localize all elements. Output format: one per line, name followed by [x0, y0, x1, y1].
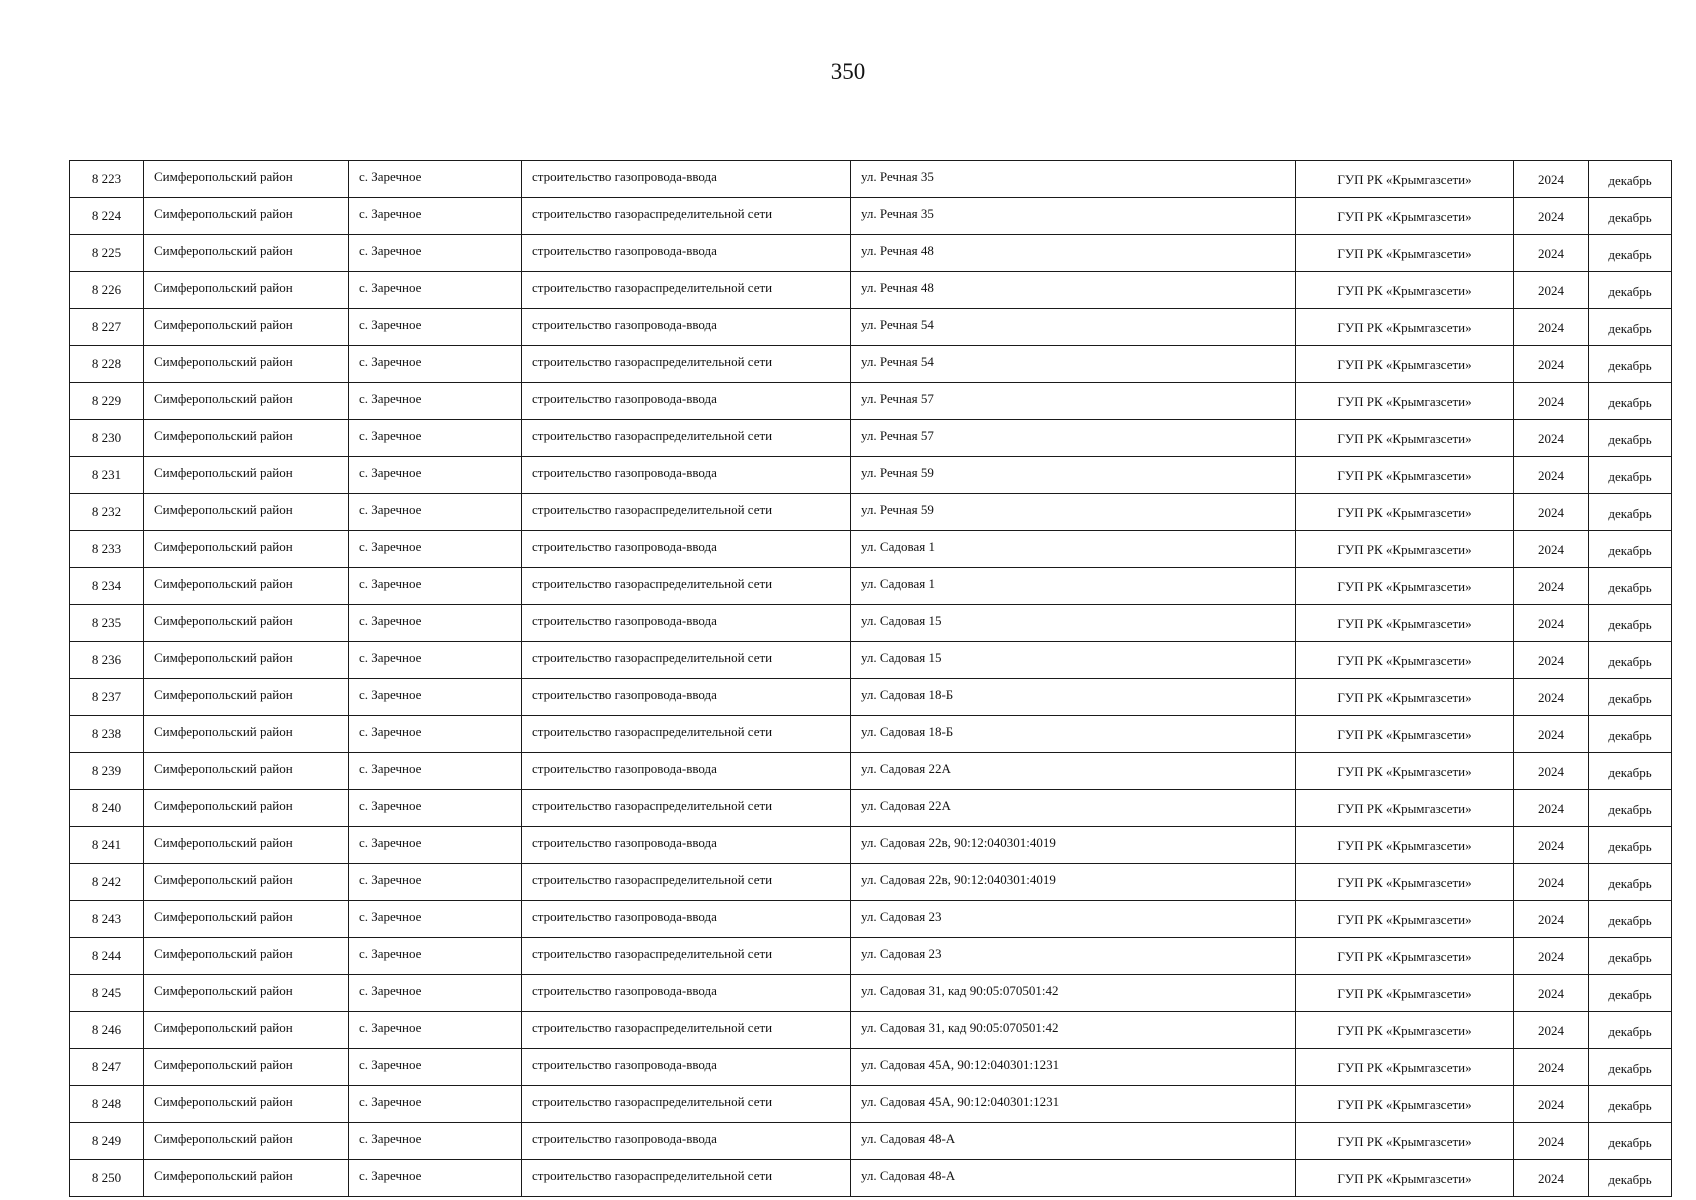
work-type-cell: строительство газораспределительной сети	[522, 568, 851, 605]
district-cell: Симферопольский район	[144, 864, 349, 901]
month-cell: декабрь	[1589, 938, 1672, 975]
row-number-cell: 8 244	[70, 938, 144, 975]
organization-cell: ГУП РК «Крымгазсети»	[1296, 568, 1514, 605]
row-number-cell: 8 228	[70, 346, 144, 383]
district-cell: Симферопольский район	[144, 938, 349, 975]
row-number-cell: 8 242	[70, 864, 144, 901]
row-number-cell: 8 240	[70, 790, 144, 827]
year-cell: 2024	[1514, 975, 1589, 1012]
table-row	[70, 568, 1672, 605]
district-cell: Симферопольский район	[144, 1049, 349, 1086]
organization-cell: ГУП РК «Крымгазсети»	[1296, 309, 1514, 346]
month-cell: декабрь	[1589, 716, 1672, 753]
month-cell: декабрь	[1589, 531, 1672, 568]
settlement-cell: с. Заречное	[349, 457, 522, 494]
year-cell: 2024	[1514, 1012, 1589, 1049]
organization-cell: ГУП РК «Крымгазсети»	[1296, 383, 1514, 420]
district-cell: Симферопольский район	[144, 1086, 349, 1123]
work-type-cell: строительство газораспределительной сети	[522, 716, 851, 753]
year-cell: 2024	[1514, 531, 1589, 568]
year-cell: 2024	[1514, 605, 1589, 642]
organization-cell: ГУП РК «Крымгазсети»	[1296, 827, 1514, 864]
address-cell: ул. Речная 35	[851, 198, 1296, 235]
month-cell: декабрь	[1589, 790, 1672, 827]
year-cell: 2024	[1514, 827, 1589, 864]
year-cell: 2024	[1514, 864, 1589, 901]
row-number-cell: 8 232	[70, 494, 144, 531]
district-cell: Симферопольский район	[144, 309, 349, 346]
address-cell: ул. Садовая 23	[851, 901, 1296, 938]
district-cell: Симферопольский район	[144, 235, 349, 272]
district-cell: Симферопольский район	[144, 568, 349, 605]
organization-cell: ГУП РК «Крымгазсети»	[1296, 272, 1514, 309]
address-cell: ул. Садовая 23	[851, 938, 1296, 975]
row-number-cell: 8 233	[70, 531, 144, 568]
address-cell: ул. Садовая 1	[851, 531, 1296, 568]
year-cell: 2024	[1514, 457, 1589, 494]
month-cell: декабрь	[1589, 346, 1672, 383]
district-cell: Симферопольский район	[144, 716, 349, 753]
month-cell: декабрь	[1589, 827, 1672, 864]
month-cell: декабрь	[1589, 975, 1672, 1012]
settlement-cell: с. Заречное	[349, 235, 522, 272]
row-number-cell: 8 249	[70, 1123, 144, 1160]
settlement-cell: с. Заречное	[349, 1123, 522, 1160]
address-cell: ул. Речная 59	[851, 494, 1296, 531]
month-cell: декабрь	[1589, 864, 1672, 901]
settlement-cell: с. Заречное	[349, 346, 522, 383]
organization-cell: ГУП РК «Крымгазсети»	[1296, 457, 1514, 494]
row-number-cell: 8 236	[70, 642, 144, 679]
settlement-cell: с. Заречное	[349, 568, 522, 605]
row-number-cell: 8 238	[70, 716, 144, 753]
organization-cell: ГУП РК «Крымгазсети»	[1296, 235, 1514, 272]
organization-cell: ГУП РК «Крымгазсети»	[1296, 198, 1514, 235]
row-number-cell: 8 248	[70, 1086, 144, 1123]
table-row	[70, 1160, 1672, 1197]
month-cell: декабрь	[1589, 642, 1672, 679]
organization-cell: ГУП РК «Крымгазсети»	[1296, 901, 1514, 938]
organization-cell: ГУП РК «Крымгазсети»	[1296, 753, 1514, 790]
district-cell: Симферопольский район	[144, 1123, 349, 1160]
year-cell: 2024	[1514, 1160, 1589, 1197]
month-cell: декабрь	[1589, 494, 1672, 531]
organization-cell: ГУП РК «Крымгазсети»	[1296, 642, 1514, 679]
month-cell: декабрь	[1589, 235, 1672, 272]
organization-cell: ГУП РК «Крымгазсети»	[1296, 790, 1514, 827]
work-type-cell: строительство газораспределительной сети	[522, 1012, 851, 1049]
work-type-cell: строительство газопровода-ввода	[522, 383, 851, 420]
work-type-cell: строительство газопровода-ввода	[522, 235, 851, 272]
work-type-cell: строительство газопровода-ввода	[522, 975, 851, 1012]
table-row	[70, 827, 1672, 864]
address-cell: ул. Садовая 45А, 90:12:040301:1231	[851, 1049, 1296, 1086]
year-cell: 2024	[1514, 716, 1589, 753]
settlement-cell: с. Заречное	[349, 272, 522, 309]
year-cell: 2024	[1514, 235, 1589, 272]
year-cell: 2024	[1514, 420, 1589, 457]
table-row	[70, 1123, 1672, 1160]
row-number-cell: 8 223	[70, 161, 144, 198]
settlement-cell: с. Заречное	[349, 605, 522, 642]
table-row	[70, 161, 1672, 198]
district-cell: Симферопольский район	[144, 1160, 349, 1197]
work-type-cell: строительство газопровода-ввода	[522, 1123, 851, 1160]
district-cell: Симферопольский район	[144, 161, 349, 198]
row-number-cell: 8 239	[70, 753, 144, 790]
settlement-cell: с. Заречное	[349, 790, 522, 827]
settlement-cell: с. Заречное	[349, 1086, 522, 1123]
settlement-cell: с. Заречное	[349, 494, 522, 531]
district-cell: Симферопольский район	[144, 346, 349, 383]
district-cell: Симферопольский район	[144, 494, 349, 531]
registry-table	[69, 160, 1672, 1197]
settlement-cell: с. Заречное	[349, 679, 522, 716]
month-cell: декабрь	[1589, 753, 1672, 790]
settlement-cell: с. Заречное	[349, 161, 522, 198]
address-cell: ул. Садовая 31, кад 90:05:070501:42	[851, 975, 1296, 1012]
work-type-cell: строительство газопровода-ввода	[522, 457, 851, 494]
month-cell: декабрь	[1589, 1012, 1672, 1049]
month-cell: декабрь	[1589, 1123, 1672, 1160]
month-cell: декабрь	[1589, 1160, 1672, 1197]
year-cell: 2024	[1514, 901, 1589, 938]
year-cell: 2024	[1514, 272, 1589, 309]
organization-cell: ГУП РК «Крымгазсети»	[1296, 1123, 1514, 1160]
month-cell: декабрь	[1589, 272, 1672, 309]
table-row	[70, 494, 1672, 531]
work-type-cell: строительство газопровода-ввода	[522, 1049, 851, 1086]
work-type-cell: строительство газораспределительной сети	[522, 272, 851, 309]
work-type-cell: строительство газопровода-ввода	[522, 531, 851, 568]
district-cell: Симферопольский район	[144, 420, 349, 457]
work-type-cell: строительство газораспределительной сети	[522, 864, 851, 901]
work-type-cell: строительство газопровода-ввода	[522, 679, 851, 716]
work-type-cell: строительство газораспределительной сети	[522, 642, 851, 679]
district-cell: Симферопольский район	[144, 827, 349, 864]
year-cell: 2024	[1514, 1049, 1589, 1086]
table-row	[70, 1086, 1672, 1123]
settlement-cell: с. Заречное	[349, 864, 522, 901]
organization-cell: ГУП РК «Крымгазсети»	[1296, 679, 1514, 716]
work-type-cell: строительство газораспределительной сети	[522, 494, 851, 531]
settlement-cell: с. Заречное	[349, 198, 522, 235]
table-row	[70, 790, 1672, 827]
address-cell: ул. Речная 35	[851, 161, 1296, 198]
work-type-cell: строительство газораспределительной сети	[522, 1086, 851, 1123]
organization-cell: ГУП РК «Крымгазсети»	[1296, 346, 1514, 383]
organization-cell: ГУП РК «Крымгазсети»	[1296, 938, 1514, 975]
district-cell: Симферопольский район	[144, 1012, 349, 1049]
table-row	[70, 901, 1672, 938]
district-cell: Симферопольский район	[144, 642, 349, 679]
address-cell: ул. Речная 48	[851, 235, 1296, 272]
settlement-cell: с. Заречное	[349, 1012, 522, 1049]
year-cell: 2024	[1514, 753, 1589, 790]
year-cell: 2024	[1514, 161, 1589, 198]
settlement-cell: с. Заречное	[349, 1049, 522, 1086]
row-number-cell: 8 237	[70, 679, 144, 716]
address-cell: ул. Речная 57	[851, 383, 1296, 420]
settlement-cell: с. Заречное	[349, 753, 522, 790]
address-cell: ул. Садовая 1	[851, 568, 1296, 605]
month-cell: декабрь	[1589, 568, 1672, 605]
address-cell: ул. Садовая 18-Б	[851, 679, 1296, 716]
district-cell: Симферопольский район	[144, 605, 349, 642]
settlement-cell: с. Заречное	[349, 531, 522, 568]
district-cell: Симферопольский район	[144, 679, 349, 716]
address-cell: ул. Садовая 45А, 90:12:040301:1231	[851, 1086, 1296, 1123]
settlement-cell: с. Заречное	[349, 975, 522, 1012]
year-cell: 2024	[1514, 790, 1589, 827]
address-cell: ул. Речная 59	[851, 457, 1296, 494]
table-row	[70, 605, 1672, 642]
year-cell: 2024	[1514, 494, 1589, 531]
year-cell: 2024	[1514, 1123, 1589, 1160]
table-row	[70, 531, 1672, 568]
organization-cell: ГУП РК «Крымгазсети»	[1296, 1160, 1514, 1197]
organization-cell: ГУП РК «Крымгазсети»	[1296, 420, 1514, 457]
organization-cell: ГУП РК «Крымгазсети»	[1296, 1049, 1514, 1086]
organization-cell: ГУП РК «Крымгазсети»	[1296, 605, 1514, 642]
row-number-cell: 8 234	[70, 568, 144, 605]
month-cell: декабрь	[1589, 161, 1672, 198]
district-cell: Симферопольский район	[144, 901, 349, 938]
address-cell: ул. Садовая 22в, 90:12:040301:4019	[851, 827, 1296, 864]
organization-cell: ГУП РК «Крымгазсети»	[1296, 975, 1514, 1012]
month-cell: декабрь	[1589, 309, 1672, 346]
settlement-cell: с. Заречное	[349, 420, 522, 457]
address-cell: ул. Речная 54	[851, 346, 1296, 383]
address-cell: ул. Речная 54	[851, 309, 1296, 346]
work-type-cell: строительство газопровода-ввода	[522, 605, 851, 642]
work-type-cell: строительство газораспределительной сети	[522, 790, 851, 827]
work-type-cell: строительство газопровода-ввода	[522, 309, 851, 346]
work-type-cell: строительство газораспределительной сети	[522, 346, 851, 383]
month-cell: декабрь	[1589, 457, 1672, 494]
work-type-cell: строительство газораспределительной сети	[522, 1160, 851, 1197]
district-cell: Симферопольский район	[144, 457, 349, 494]
address-cell: ул. Садовая 48-А	[851, 1160, 1296, 1197]
month-cell: декабрь	[1589, 901, 1672, 938]
table-row	[70, 457, 1672, 494]
work-type-cell: строительство газопровода-ввода	[522, 901, 851, 938]
year-cell: 2024	[1514, 642, 1589, 679]
month-cell: декабрь	[1589, 420, 1672, 457]
organization-cell: ГУП РК «Крымгазсети»	[1296, 864, 1514, 901]
settlement-cell: с. Заречное	[349, 309, 522, 346]
year-cell: 2024	[1514, 198, 1589, 235]
work-type-cell: строительство газораспределительной сети	[522, 420, 851, 457]
month-cell: декабрь	[1589, 198, 1672, 235]
organization-cell: ГУП РК «Крымгазсети»	[1296, 161, 1514, 198]
table-row	[70, 1049, 1672, 1086]
month-cell: декабрь	[1589, 679, 1672, 716]
row-number-cell: 8 227	[70, 309, 144, 346]
month-cell: декабрь	[1589, 605, 1672, 642]
year-cell: 2024	[1514, 938, 1589, 975]
settlement-cell: с. Заречное	[349, 716, 522, 753]
organization-cell: ГУП РК «Крымгазсети»	[1296, 1012, 1514, 1049]
year-cell: 2024	[1514, 309, 1589, 346]
page-number: 350	[830, 59, 866, 84]
year-cell: 2024	[1514, 383, 1589, 420]
address-cell: ул. Садовая 15	[851, 642, 1296, 679]
district-cell: Симферопольский район	[144, 531, 349, 568]
address-cell: ул. Садовая 48-А	[851, 1123, 1296, 1160]
row-number-cell: 8 235	[70, 605, 144, 642]
year-cell: 2024	[1514, 568, 1589, 605]
table-row	[70, 235, 1672, 272]
month-cell: декабрь	[1589, 1049, 1672, 1086]
year-cell: 2024	[1514, 679, 1589, 716]
table-row	[70, 346, 1672, 383]
row-number-cell: 8 250	[70, 1160, 144, 1197]
row-number-cell: 8 226	[70, 272, 144, 309]
district-cell: Симферопольский район	[144, 753, 349, 790]
table-row	[70, 864, 1672, 901]
work-type-cell: строительство газопровода-ввода	[522, 827, 851, 864]
table-row	[70, 679, 1672, 716]
address-cell: ул. Садовая 22А	[851, 790, 1296, 827]
row-number-cell: 8 231	[70, 457, 144, 494]
organization-cell: ГУП РК «Крымгазсети»	[1296, 716, 1514, 753]
district-cell: Симферопольский район	[144, 790, 349, 827]
settlement-cell: с. Заречное	[349, 383, 522, 420]
district-cell: Симферопольский район	[144, 198, 349, 235]
table-row	[70, 383, 1672, 420]
work-type-cell: строительство газопровода-ввода	[522, 753, 851, 790]
district-cell: Симферопольский район	[144, 383, 349, 420]
registry-table-body	[70, 161, 1672, 1197]
table-row	[70, 272, 1672, 309]
settlement-cell: с. Заречное	[349, 1160, 522, 1197]
settlement-cell: с. Заречное	[349, 827, 522, 864]
table-row	[70, 753, 1672, 790]
table-row	[70, 716, 1672, 753]
row-number-cell: 8 225	[70, 235, 144, 272]
table-row	[70, 642, 1672, 679]
address-cell: ул. Садовая 31, кад 90:05:070501:42	[851, 1012, 1296, 1049]
month-cell: декабрь	[1589, 383, 1672, 420]
row-number-cell: 8 224	[70, 198, 144, 235]
table-row	[70, 975, 1672, 1012]
address-cell: ул. Садовая 22в, 90:12:040301:4019	[851, 864, 1296, 901]
year-cell: 2024	[1514, 346, 1589, 383]
address-cell: ул. Садовая 18-Б	[851, 716, 1296, 753]
row-number-cell: 8 246	[70, 1012, 144, 1049]
address-cell: ул. Речная 57	[851, 420, 1296, 457]
row-number-cell: 8 245	[70, 975, 144, 1012]
address-cell: ул. Садовая 15	[851, 605, 1296, 642]
work-type-cell: строительство газораспределительной сети	[522, 198, 851, 235]
settlement-cell: с. Заречное	[349, 901, 522, 938]
address-cell: ул. Садовая 22А	[851, 753, 1296, 790]
work-type-cell: строительство газопровода-ввода	[522, 161, 851, 198]
row-number-cell: 8 241	[70, 827, 144, 864]
address-cell: ул. Речная 48	[851, 272, 1296, 309]
row-number-cell: 8 230	[70, 420, 144, 457]
organization-cell: ГУП РК «Крымгазсети»	[1296, 531, 1514, 568]
month-cell: декабрь	[1589, 1086, 1672, 1123]
organization-cell: ГУП РК «Крымгазсети»	[1296, 1086, 1514, 1123]
district-cell: Симферопольский район	[144, 975, 349, 1012]
work-type-cell: строительство газораспределительной сети	[522, 938, 851, 975]
table-row	[70, 198, 1672, 235]
organization-cell: ГУП РК «Крымгазсети»	[1296, 494, 1514, 531]
row-number-cell: 8 247	[70, 1049, 144, 1086]
table-row	[70, 1012, 1672, 1049]
row-number-cell: 8 243	[70, 901, 144, 938]
table-row	[70, 309, 1672, 346]
settlement-cell: с. Заречное	[349, 642, 522, 679]
year-cell: 2024	[1514, 1086, 1589, 1123]
settlement-cell: с. Заречное	[349, 938, 522, 975]
row-number-cell: 8 229	[70, 383, 144, 420]
district-cell: Симферопольский район	[144, 272, 349, 309]
table-row	[70, 420, 1672, 457]
table-row	[70, 938, 1672, 975]
